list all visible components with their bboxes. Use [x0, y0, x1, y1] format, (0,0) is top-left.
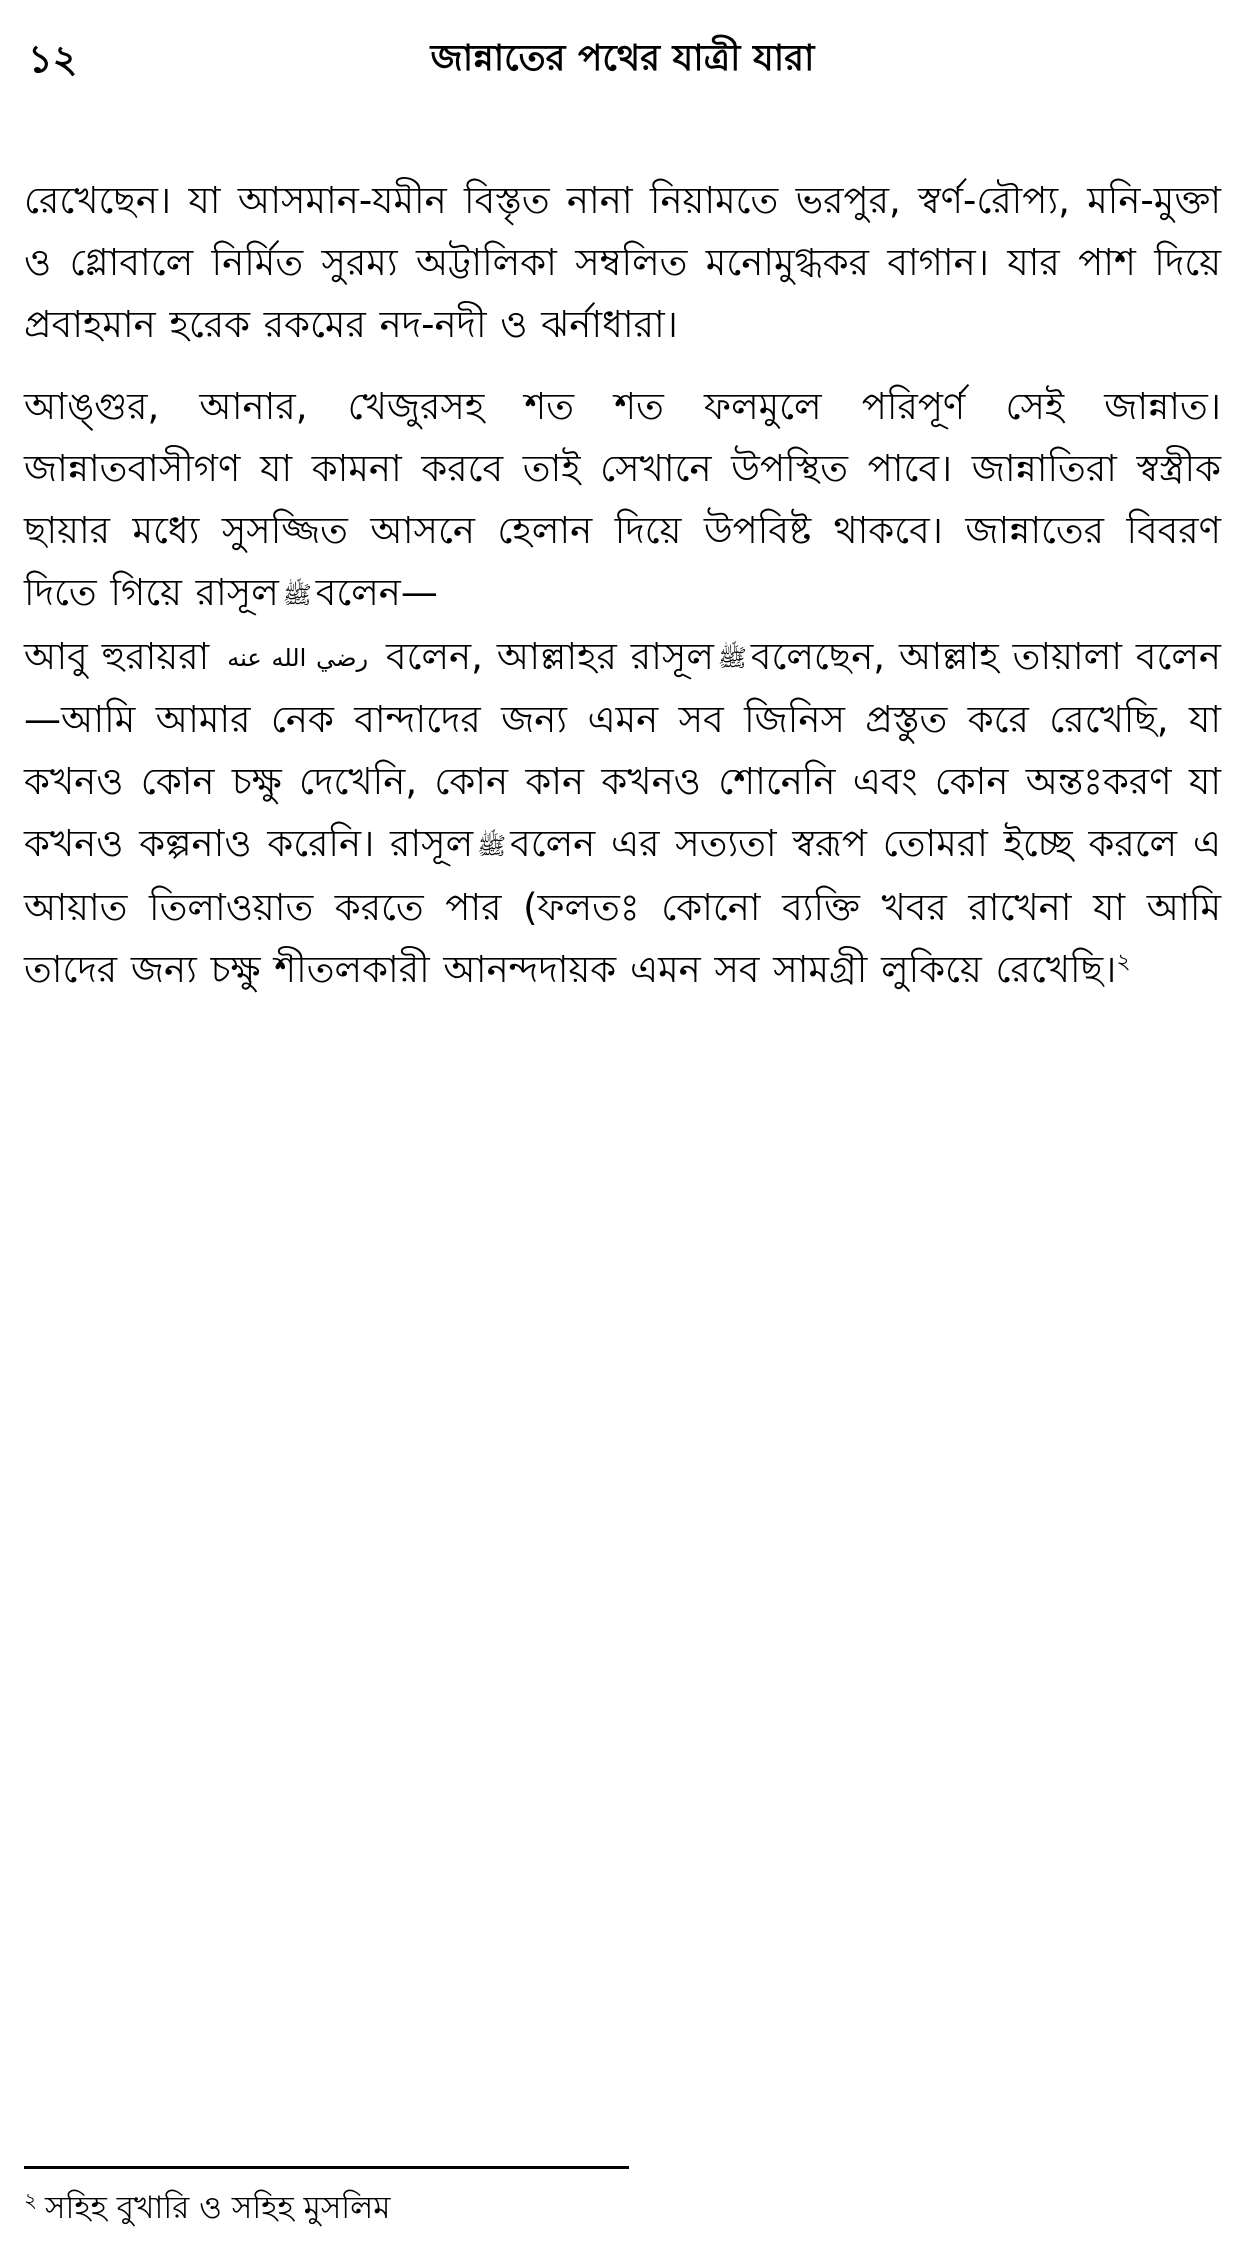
- paragraph-3-part-c: বলেছেন, আল্লাহ তায়ালা বলেন—আমি আমার নেক বান্দাদের জন্য এমন সব জিনিস প্রস্তুত করে রেখেছি, যা কখনও কোন চক্ষু দেখেনি, কোন কান কখনও শোনেনি এবং কোন অন্তঃকরণ যা কখনও কল্পনাও করেনি। রাসূল: [24, 634, 1221, 865]
- radiallahu-anhu-symbol: رضي الله عنه: [227, 644, 369, 672]
- paragraph-3-part-a: আবু হুরায়রা: [24, 634, 210, 678]
- footnote: [24, 2186, 390, 2230]
- paragraph-3: [24, 626, 1221, 1001]
- salawat-symbol: ﷺ: [477, 831, 507, 860]
- page-body: [24, 170, 1221, 1021]
- paragraph-1: রেখেছেন। যা আসমান-যমীন বিস্তৃত নানা নিয়ামতে ভরপুর, স্বর্ণ-রৌপ্য, মনি-মুক্তা ও গ্লোবালে নির্মিত সুরম্য অট্টালিকা সম্বলিত মনোমুগ্ধকর বাগান। যার পাশ দিয়ে প্রবাহমান হরেক রকমের নদ-নদী ও ঝর্নাধারা।: [24, 179, 1221, 346]
- page-number: ১২: [28, 37, 78, 81]
- salawat-symbol: ﷺ: [717, 644, 747, 672]
- paragraph-2: [24, 376, 1221, 626]
- running-title: জান্নাতের পথের যাত্রী যারা: [430, 38, 815, 79]
- salawat-symbol: ﷺ: [282, 580, 312, 609]
- paragraph-3-part-d: বলেন এর সত্যতা স্বরূপ তোমরা ইচ্ছে করলে এ আয়াত তিলাওয়াত করতে পার (ফলতঃ কোনো ব্যক্তি খবর রাখেনা যা আমি তাদের জন্য চক্ষু শীতলকারী আনন্দদায়ক এমন সব সামগ্রী লুকিয়ে রেখেছি।: [24, 822, 1221, 991]
- footnote-text: সহিহ বুখারি ও সহিহ মুসলিম: [45, 2190, 391, 2226]
- footnote-divider: [24, 2166, 629, 2169]
- paragraph-2-text: আঙ্গুর, আনার, খেজুরসহ শত শত ফলমুলে পরিপূর্ণ সেই জান্নাত। জান্নাতবাসীগণ যা কামনা করবে তাই সেখানে উপস্থিত পাবে। জান্নাতিরা স্বস্ত্রীক ছায়ার মধ্যে সুসজ্জিত আসনে হেলান দিয়ে উপবিষ্ট থাকবে। জান্নাতের বিবরণ দিতে গিয়ে রাসূল: [24, 385, 1221, 614]
- paragraph-2-end: বলেন—: [315, 571, 438, 614]
- footnote-reference[interactable]: ২: [1116, 949, 1131, 975]
- footnote-mark: ২: [24, 2187, 38, 2212]
- page-header: [24, 30, 1221, 90]
- paragraph-3-part-b: বলেন, আল্লাহর রাসূল: [386, 634, 714, 678]
